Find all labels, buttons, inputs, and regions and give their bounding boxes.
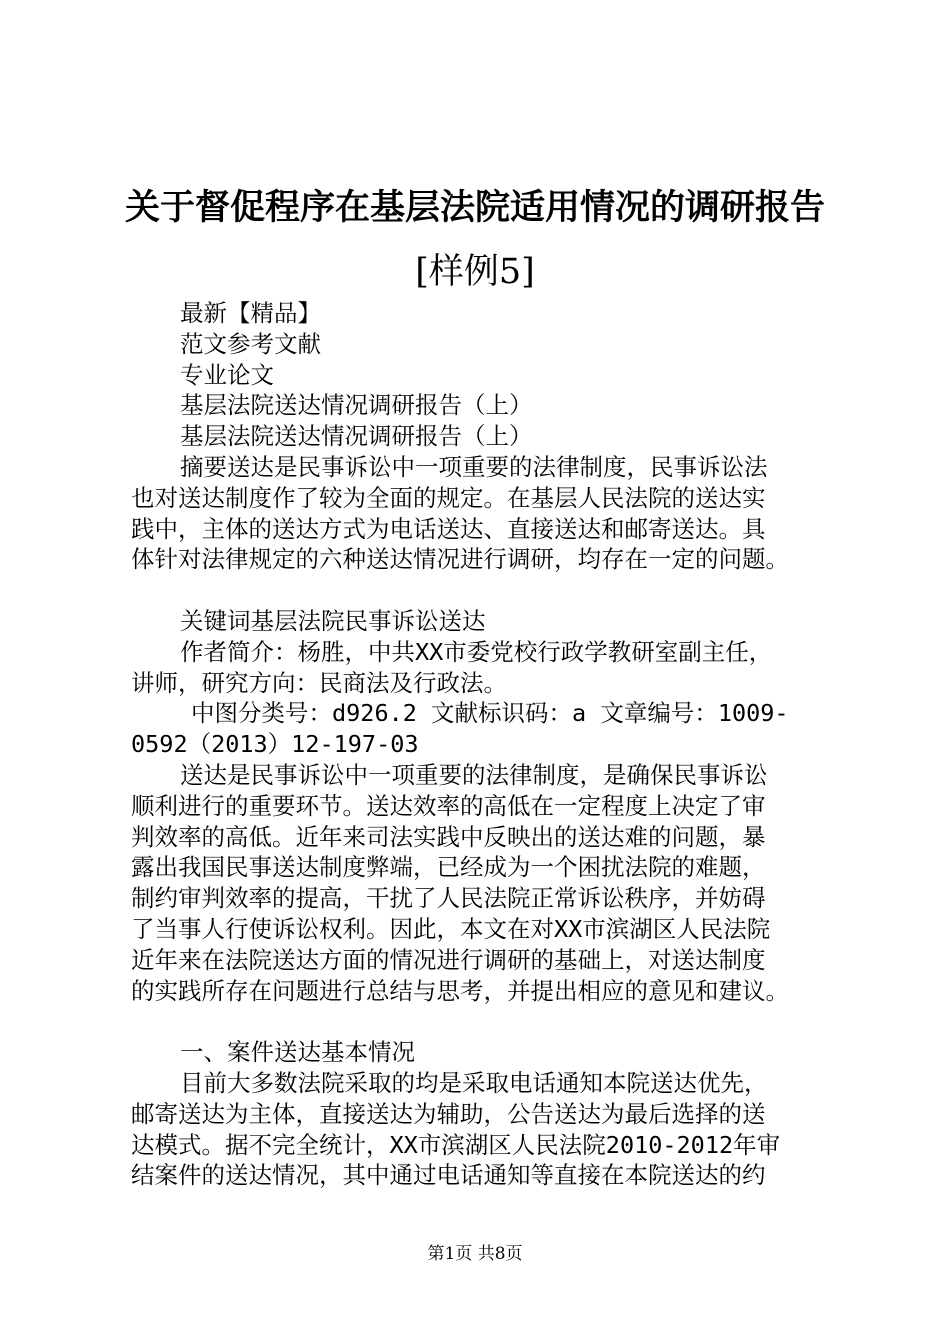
blank-line <box>131 1006 831 1037</box>
text-line: 关键词基层法院民事诉讼送达 <box>180 606 486 635</box>
document-body <box>131 298 831 1191</box>
text-line: 也对送达制度作了较为全面的规定。在基层人民法院的送达实 <box>131 483 766 512</box>
text-line: 中图分类号：d926.2 文献标识码：a 文章编号：1009- <box>191 699 789 728</box>
text-line: 最新【精品】 <box>180 299 321 327</box>
text-line: 结案件的送达情况，其中通过电话通知等直接在本院送达的约 <box>131 1161 766 1190</box>
blank-line <box>131 575 831 606</box>
page-footer: 第1页 共8页 <box>427 1244 523 1264</box>
text-line: 基层法院送达情况调研报告（上） <box>180 422 533 451</box>
text-line: 制约审判效率的提高，干扰了人民法院正常诉讼秩序，并妨碍 <box>131 884 766 913</box>
text-line: 践中，主体的送达方式为电话送达、直接送达和邮寄送达。具 <box>131 514 766 543</box>
text-line: 的实践所存在问题进行总结与思考，并提出相应的意见和建议。 <box>131 976 789 1005</box>
text-line: 露出我国民事送达制度弊端，已经成为一个困扰法院的难题， <box>131 853 766 882</box>
text-line: 作者简介：杨胜，中共XX市委党校行政学教研室副主任， <box>180 637 773 666</box>
text-line: 基层法院送达情况调研报告（上） <box>180 391 533 420</box>
text-line: 一、案件送达基本情况 <box>180 1038 415 1067</box>
document-title: 关于督促程序在基层法院适用情况的调研报告 <box>124 187 825 228</box>
text-line: 邮寄送达为主体，直接送达为辅助，公告送达为最后选择的送 <box>131 1099 766 1128</box>
text-line: 0592（2013）12-197-03 <box>131 730 419 759</box>
text-line: 摘要送达是民事诉讼中一项重要的法律制度，民事诉讼法 <box>180 452 768 481</box>
text-line: 达模式。据不完全统计，XX市滨湖区人民法院2010-2012年审 <box>131 1130 781 1159</box>
text-line: 体针对法律规定的六种送达情况进行调研，均存在一定的问题。 <box>131 545 789 574</box>
text-line: 范文参考文献 <box>180 329 321 358</box>
text-line: 了当事人行使诉讼权利。因此，本文在对XX市滨湖区人民法院 <box>131 914 771 943</box>
text-line: 专业论文 <box>180 360 274 389</box>
text-line: 送达是民事诉讼中一项重要的法律制度，是确保民事诉讼 <box>180 760 768 789</box>
text-line: 顺利进行的重要环节。送达效率的高低在一定程度上决定了审 <box>131 791 766 820</box>
document-subtitle: [样例5] <box>415 252 535 292</box>
text-line: 讲师，研究方向：民商法及行政法。 <box>131 668 507 697</box>
text-line: 判效率的高低。近年来司法实践中反映出的送达难的问题，暴 <box>131 822 766 851</box>
text-line: 近年来在法院送达方面的情况进行调研的基础上，对送达制度 <box>131 945 766 974</box>
text-line: 目前大多数法院采取的均是采取电话通知本院送达优先， <box>180 1068 768 1097</box>
